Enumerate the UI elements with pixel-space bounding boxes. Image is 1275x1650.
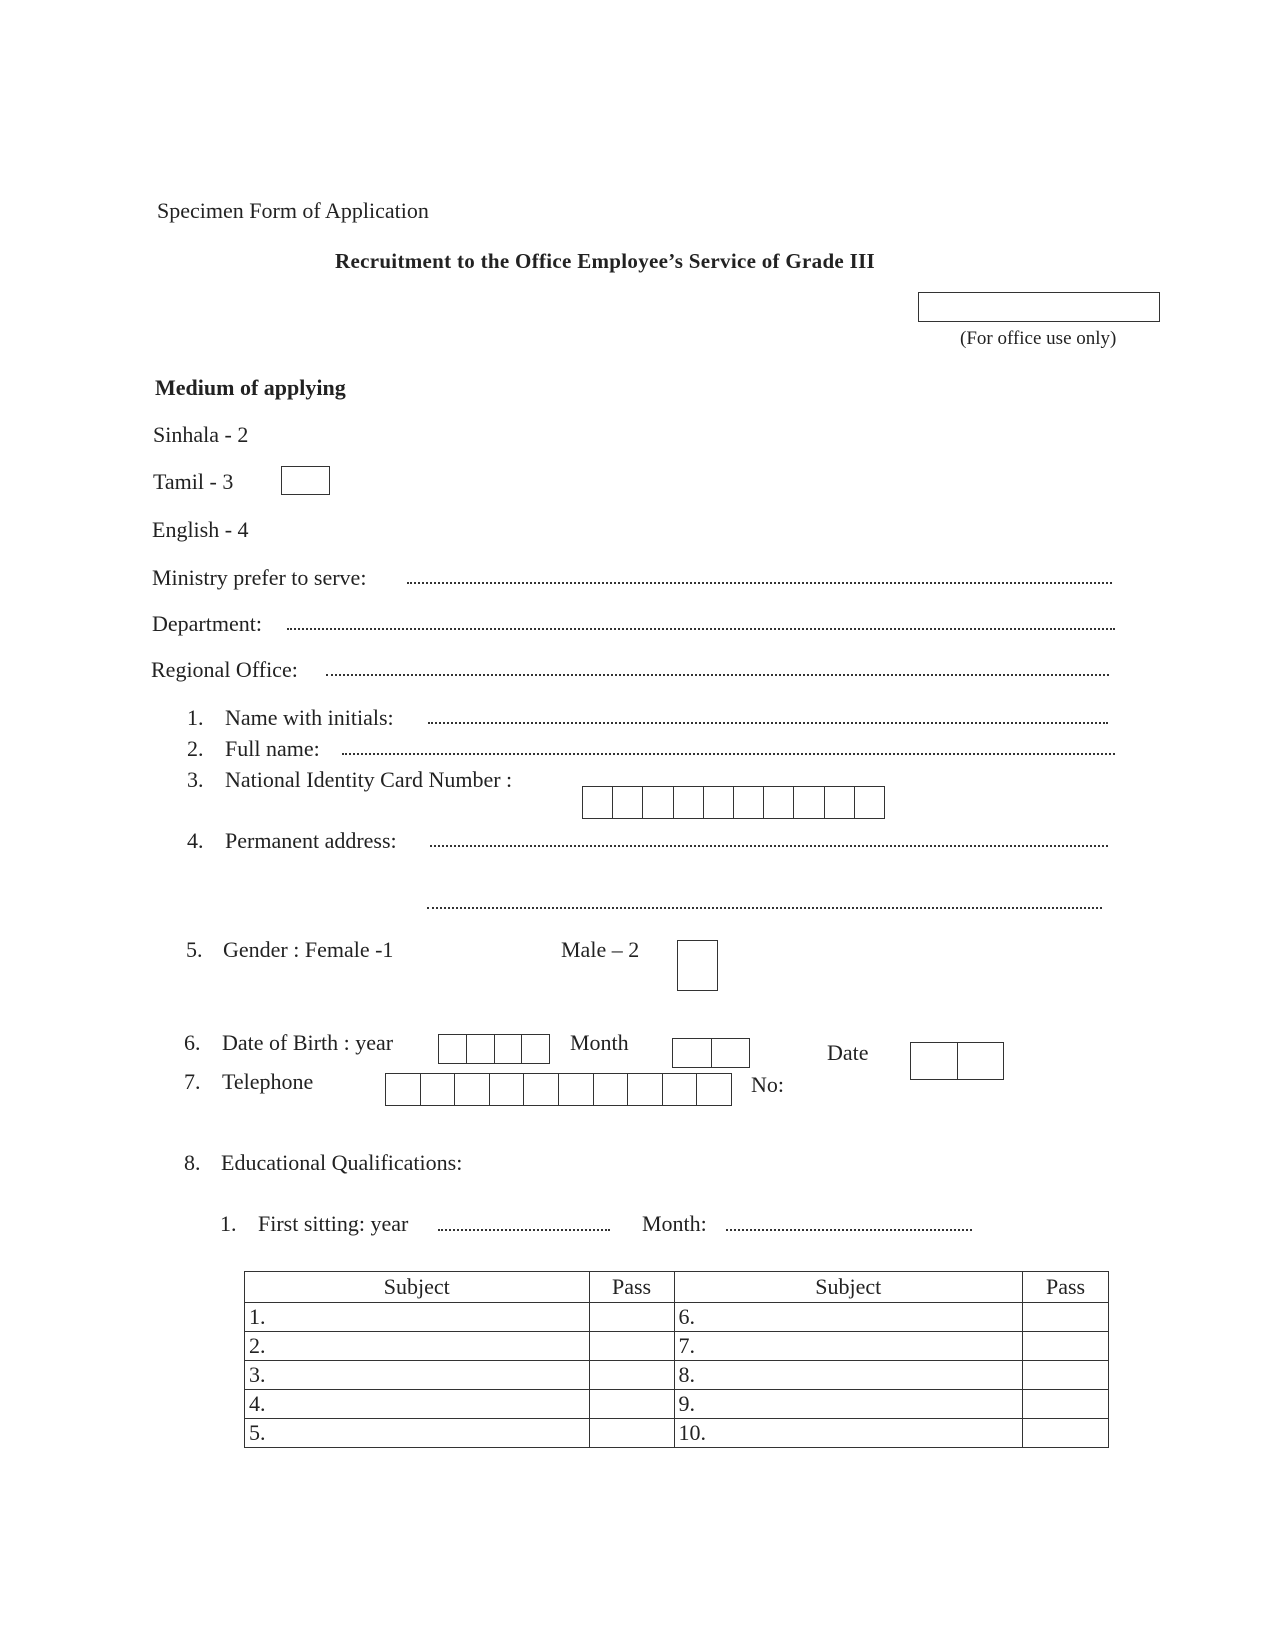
telephone-no-label: No:: [751, 1072, 784, 1097]
first-sitting-month-field[interactable]: [726, 1229, 972, 1231]
pass-cell[interactable]: [589, 1361, 674, 1390]
table-row: [245, 1303, 1109, 1332]
subject-cell[interactable]: 7.: [674, 1332, 1023, 1361]
dob-month-boxes[interactable]: [672, 1038, 750, 1068]
dob-year-boxes[interactable]: [438, 1034, 550, 1064]
table-row: [245, 1332, 1109, 1361]
pass-header: Pass: [589, 1272, 674, 1303]
item-number-8: 8.: [184, 1150, 201, 1175]
telephone-label: Telephone: [222, 1069, 314, 1094]
ministry-field[interactable]: [407, 582, 1112, 584]
pass-cell[interactable]: [589, 1303, 674, 1332]
office-use-label: (For office use only): [960, 328, 1117, 349]
item-number-1: 1.: [187, 705, 204, 730]
full-name-label: Full name:: [225, 736, 320, 761]
medium-option-english: English - 4: [152, 517, 249, 542]
medium-code-box[interactable]: [281, 466, 330, 495]
specimen-label: Specimen Form of Application: [157, 198, 429, 223]
subject-header: Subject: [245, 1272, 590, 1303]
dob-date-boxes[interactable]: [910, 1042, 1004, 1080]
dob-month-label: Month: [570, 1030, 629, 1055]
item-number-2: 2.: [187, 736, 204, 761]
subject-cell[interactable]: 4.: [245, 1390, 590, 1419]
subject-cell[interactable]: 9.: [674, 1390, 1023, 1419]
medium-option-tamil: Tamil - 3: [153, 469, 234, 494]
dob-label: Date of Birth : year: [222, 1030, 394, 1055]
name-initials-field[interactable]: [428, 722, 1108, 724]
item-number-4: 4.: [187, 828, 204, 853]
medium-option-sinhala: Sinhala - 2: [153, 422, 249, 447]
department-label: Department:: [152, 611, 262, 636]
table-row: [245, 1390, 1109, 1419]
pass-cell[interactable]: [589, 1419, 674, 1448]
subject-cell[interactable]: 8.: [674, 1361, 1023, 1390]
gender-box[interactable]: [677, 940, 718, 991]
regional-office-field[interactable]: [326, 674, 1109, 676]
telephone-boxes[interactable]: [385, 1073, 732, 1106]
table-row: [245, 1361, 1109, 1390]
full-name-field[interactable]: [342, 753, 1115, 755]
address-label: Permanent address:: [225, 828, 397, 853]
subject-cell[interactable]: 5.: [245, 1419, 590, 1448]
name-initials-label: Name with initials:: [225, 705, 394, 730]
pass-cell[interactable]: [1023, 1390, 1109, 1419]
item-number-5: 5.: [186, 937, 203, 962]
subject-header: Subject: [674, 1272, 1023, 1303]
gender-label: Gender : Female -1: [223, 937, 394, 962]
department-field[interactable]: [287, 628, 1115, 630]
medium-heading: Medium of applying: [155, 375, 346, 400]
table-header-row: [245, 1272, 1109, 1303]
office-use-box[interactable]: [918, 292, 1160, 322]
dob-date-label: Date: [827, 1040, 869, 1065]
subject-cell[interactable]: 1.: [245, 1303, 590, 1332]
pass-cell[interactable]: [589, 1390, 674, 1419]
pass-cell[interactable]: [589, 1332, 674, 1361]
subject-cell[interactable]: 6.: [674, 1303, 1023, 1332]
pass-cell[interactable]: [1023, 1303, 1109, 1332]
address-field-line2[interactable]: [427, 907, 1102, 909]
subject-cell[interactable]: 10.: [674, 1419, 1023, 1448]
first-sitting-year-field[interactable]: [438, 1229, 610, 1231]
education-label: Educational Qualifications:: [221, 1150, 463, 1175]
address-field-line1[interactable]: [430, 845, 1108, 847]
subject-cell[interactable]: 2.: [245, 1332, 590, 1361]
item-number-3: 3.: [187, 767, 204, 792]
sitting-number: 1.: [220, 1211, 237, 1236]
nic-boxes[interactable]: [582, 786, 885, 819]
subject-cell[interactable]: 3.: [245, 1361, 590, 1390]
pass-header: Pass: [1023, 1272, 1109, 1303]
table-row: [245, 1419, 1109, 1448]
pass-cell[interactable]: [1023, 1361, 1109, 1390]
qualifications-table: [244, 1271, 1109, 1448]
nic-label: National Identity Card Number :: [225, 767, 513, 792]
item-number-6: 6.: [184, 1030, 201, 1055]
item-number-7: 7.: [184, 1069, 201, 1094]
gender-male-label: Male – 2: [561, 937, 640, 962]
first-sitting-year-label: First sitting: year: [258, 1211, 409, 1236]
ministry-label: Ministry prefer to serve:: [152, 565, 367, 590]
first-sitting-month-label: Month:: [642, 1211, 707, 1236]
regional-office-label: Regional Office:: [151, 657, 298, 682]
pass-cell[interactable]: [1023, 1419, 1109, 1448]
pass-cell[interactable]: [1023, 1332, 1109, 1361]
page-title: Recruitment to the Office Employee’s Service of Grade III: [335, 249, 876, 273]
